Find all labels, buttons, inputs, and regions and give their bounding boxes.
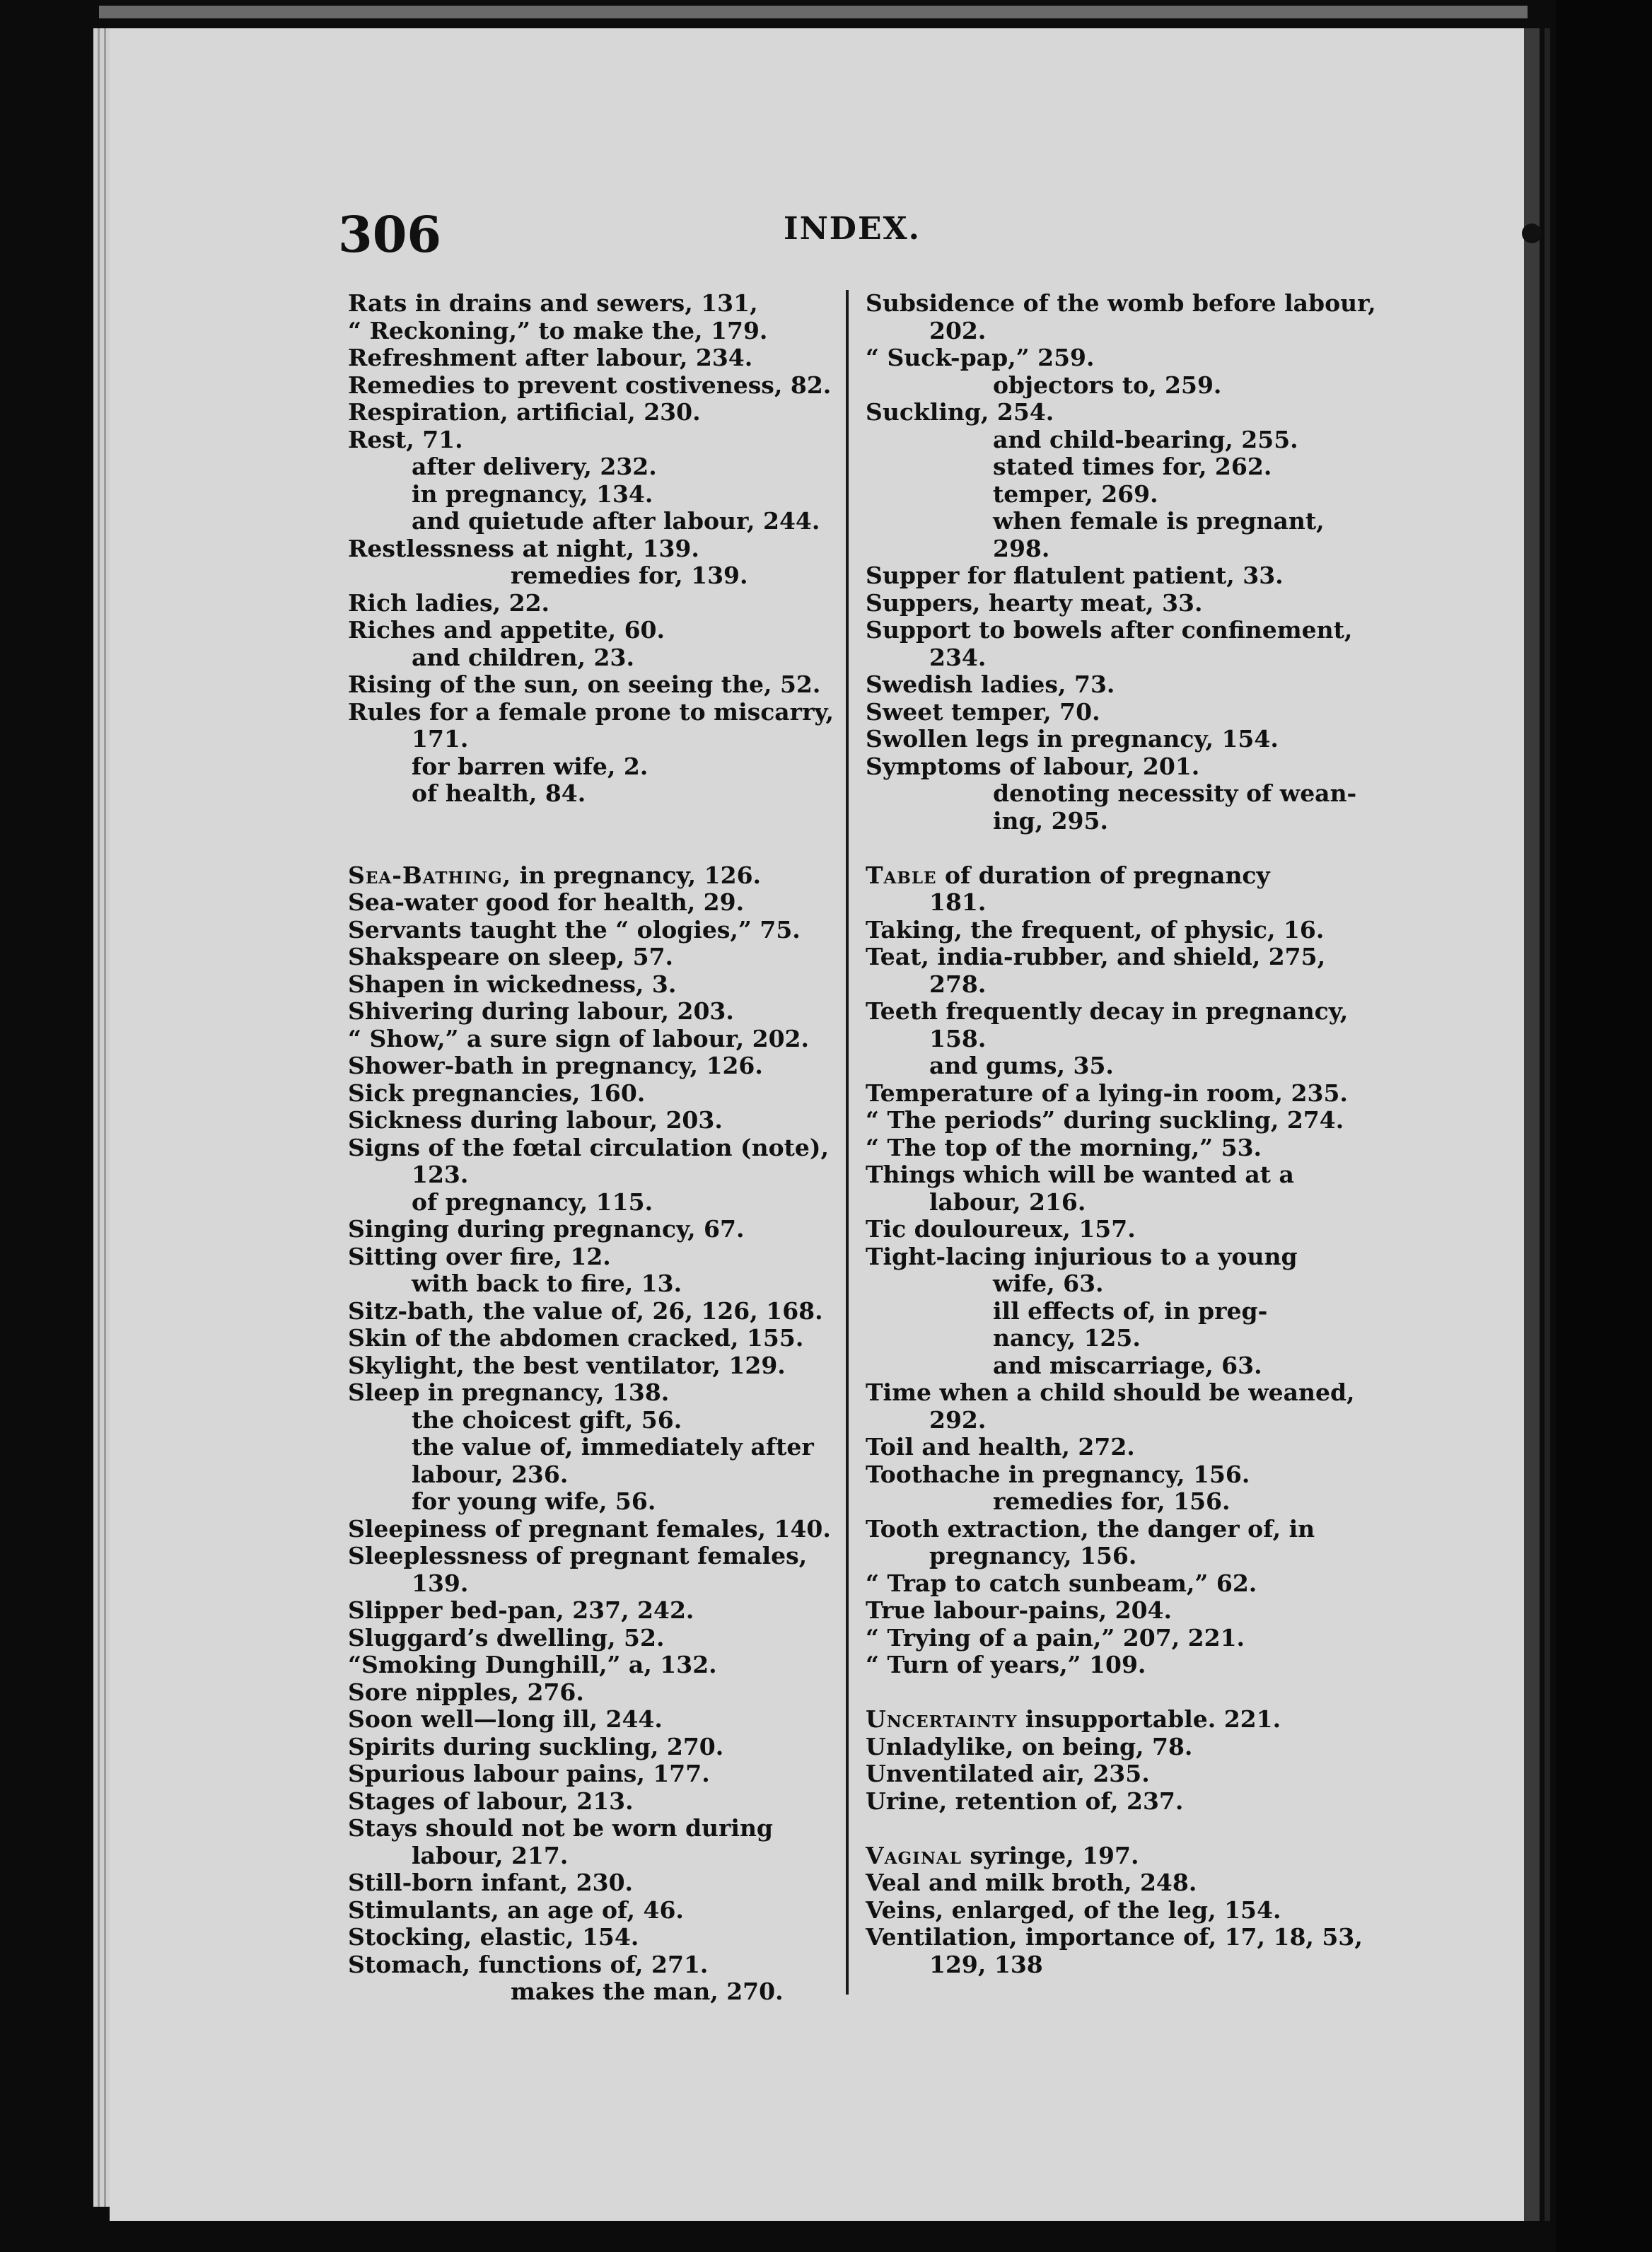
index-entry-text: Rats in drains and sewers, 131, <box>348 289 758 317</box>
index-entry <box>348 671 871 699</box>
index-entry-text: Sluggard’s dwelling, 52. <box>348 1623 665 1652</box>
index-entry-text: Toil and health, 272. <box>866 1433 1135 1461</box>
index-entry-text: Respiration, artificial, 230. <box>348 398 701 426</box>
index-entry-text: 202. <box>929 316 987 344</box>
index-entry <box>866 1216 1389 1243</box>
index-column-right <box>866 290 1389 1978</box>
index-entry <box>348 944 871 971</box>
binding-mark <box>1522 224 1542 243</box>
index-entry <box>348 399 871 426</box>
index-entry <box>348 318 871 345</box>
index-entry <box>348 508 871 535</box>
index-entry-text: Sleeplessness of pregnant females, <box>348 1542 808 1569</box>
index-entry <box>866 971 1389 999</box>
scan-background <box>1556 0 1652 2252</box>
index-entry-text: in pregnancy, 126. <box>511 861 762 889</box>
index-entry <box>866 1026 1389 1053</box>
index-entry-text: Tight-lacing injurious to a young <box>866 1242 1298 1270</box>
index-entry-text: labour, 216. <box>929 1188 1086 1216</box>
index-entry <box>348 590 871 617</box>
index-entry <box>348 1107 871 1134</box>
index-entry-text: Suppers, hearty meat, 33. <box>866 588 1203 617</box>
index-entry-text: Rules for a female prone to miscarry, <box>348 697 834 726</box>
index-entry <box>866 699 1389 726</box>
index-entry-text: Tooth extraction, the danger of, in <box>866 1514 1315 1543</box>
index-entry <box>866 426 1389 454</box>
index-entry-text: Sea-water good for health, 29. <box>348 888 745 916</box>
index-entry <box>866 1815 1389 1842</box>
index-entry <box>866 671 1389 699</box>
index-entry <box>866 1325 1389 1352</box>
index-entry <box>866 1352 1389 1380</box>
index-entry-text: and gums, 35. <box>929 1052 1114 1079</box>
index-entry-text: Urine, retention of, 237. <box>866 1787 1184 1815</box>
index-entry <box>348 1189 871 1217</box>
index-entry <box>348 998 871 1026</box>
index-entry-text: when female is pregnant, <box>993 507 1325 535</box>
index-entry <box>348 808 871 835</box>
index-entry <box>866 998 1389 1026</box>
index-entry-text: and quietude after labour, 244. <box>412 507 820 535</box>
index-entry <box>866 1298 1389 1325</box>
index-entry-text: for barren wife, 2. <box>412 752 648 780</box>
index-entry <box>348 1788 871 1816</box>
index-entry <box>348 1516 871 1543</box>
index-entry-text: 129, 138 <box>929 1950 1043 1978</box>
index-entry-text: Swedish ladies, 73. <box>866 671 1115 698</box>
index-entry-text: stated times for, 262. <box>993 453 1272 480</box>
page-number: 306 <box>338 205 442 264</box>
index-entry-text: Restlessness at night, 139. <box>348 534 699 562</box>
index-letter-head: Uncertainty <box>866 1705 1018 1733</box>
index-entry-text: in pregnancy, 134. <box>412 480 653 508</box>
index-entry-text: Slipper bed-pan, 237, 242. <box>348 1596 694 1624</box>
index-entry-text: and children, 23. <box>412 643 634 671</box>
index-entry <box>866 508 1389 535</box>
index-entry <box>866 1760 1389 1788</box>
index-entry-text: makes the man, 270. <box>511 1978 784 2005</box>
index-entry <box>348 426 871 454</box>
index-entry-text: insupportable. 221. <box>1017 1705 1281 1733</box>
index-entry-text: Time when a child should be weaned, <box>866 1379 1355 1406</box>
index-entry-text: Refreshment after labour, 234. <box>348 344 753 371</box>
index-entry-text: 123. <box>412 1161 469 1188</box>
index-entry-text: labour, 236. <box>412 1460 569 1488</box>
index-entry <box>348 1325 871 1352</box>
index-entry <box>348 481 871 509</box>
index-entry <box>866 372 1389 400</box>
page-gutter <box>1524 28 1540 2221</box>
index-entry-text: pregnancy, 156. <box>929 1542 1137 1569</box>
index-entry <box>866 399 1389 426</box>
index-entry <box>866 344 1389 372</box>
index-entry <box>348 1352 871 1380</box>
index-entry-text: “ Show,” a sure sign of labour, 202. <box>348 1024 809 1052</box>
index-entry <box>866 944 1389 971</box>
index-entry <box>348 1080 871 1108</box>
index-entry-text: “Smoking Dunghill,” a, 132. <box>348 1651 717 1678</box>
index-entry-text: remedies for, 139. <box>511 562 748 589</box>
index-entry <box>866 1080 1389 1108</box>
index-entry-text: temper, 269. <box>993 480 1158 508</box>
index-entry-text: Teeth frequently decay in pregnancy, <box>866 997 1349 1025</box>
index-entry-text: Sickness during labour, 203. <box>348 1106 723 1134</box>
index-entry <box>348 1026 871 1053</box>
column-rule <box>846 290 849 1995</box>
index-entry <box>866 1842 1389 1870</box>
index-entry <box>866 1951 1389 1979</box>
index-entry <box>348 971 871 999</box>
index-entry-text: “ Turn of years,” 109. <box>866 1651 1146 1678</box>
index-entry <box>866 1516 1389 1543</box>
index-entry-text: Support to bowels after confinement, <box>866 616 1353 644</box>
index-letter-head: Table <box>866 861 937 889</box>
index-entry-text: Singing during pregnancy, 67. <box>348 1215 745 1243</box>
index-entry <box>348 1869 871 1897</box>
index-entry-text: Sweet temper, 70. <box>866 697 1100 726</box>
index-entry-text: denoting necessity of wean- <box>993 779 1357 807</box>
index-entry-text: of duration of pregnancy <box>936 861 1270 889</box>
index-entry-text: Tic douloureux, 157. <box>866 1215 1136 1243</box>
index-entry <box>348 1951 871 1979</box>
index-entry <box>348 372 871 400</box>
index-entry <box>866 535 1389 563</box>
index-entry <box>348 1161 871 1189</box>
index-entry-text: Sick pregnancies, 160. <box>348 1079 646 1107</box>
binding-line <box>1545 28 1550 2221</box>
index-entry <box>348 1978 871 2006</box>
index-entry-text: Unladylike, on being, 78. <box>866 1732 1193 1760</box>
index-entry-text: Symptoms of labour, 201. <box>866 752 1200 780</box>
index-entry <box>866 835 1389 862</box>
index-entry-text: Rising of the sun, on seeing the, 52. <box>348 671 821 698</box>
index-entry-text: Things which will be wanted at a <box>866 1161 1294 1188</box>
index-entry <box>866 1379 1389 1407</box>
index-entry <box>348 1570 871 1598</box>
index-entry <box>866 726 1389 753</box>
index-entry <box>348 917 871 944</box>
index-entry-text: remedies for, 156. <box>993 1487 1231 1515</box>
index-entry <box>348 726 871 753</box>
running-head: INDEX. <box>784 211 921 247</box>
index-entry-text: 171. <box>412 725 469 753</box>
index-entry <box>866 1434 1389 1461</box>
index-entry <box>348 562 871 590</box>
index-entry-text: ing, 295. <box>993 806 1108 835</box>
index-entry <box>866 617 1389 644</box>
index-entry-text: Shapen in wickedness, 3. <box>348 970 677 998</box>
index-entry <box>348 1379 871 1407</box>
index-entry <box>866 1543 1389 1570</box>
index-entry-text: Stages of labour, 213. <box>348 1787 634 1815</box>
index-entry <box>866 1570 1389 1598</box>
index-entry <box>348 1597 871 1625</box>
index-entry-text: Spurious labour pains, 177. <box>348 1760 710 1787</box>
index-entry-text: for young wife, 56. <box>412 1487 656 1515</box>
index-entry-text: “ Reckoning,” to make the, 179. <box>348 316 768 344</box>
index-entry <box>348 1625 871 1652</box>
index-entry-text: “ The periods” during suckling, 274. <box>866 1106 1344 1134</box>
index-entry <box>866 889 1389 917</box>
index-entry <box>348 1924 871 1951</box>
index-entry-text: Soon well—long ill, 244. <box>348 1705 663 1733</box>
index-entry-text: Sitting over fire, 12. <box>348 1242 611 1270</box>
index-entry <box>348 1815 871 1842</box>
index-entry <box>348 1842 871 1870</box>
index-entry <box>866 453 1389 481</box>
index-entry-text: “ Suck-pap,” 259. <box>866 344 1095 371</box>
index-entry <box>348 1461 871 1489</box>
index-entry-text: Suckling, 254. <box>866 398 1054 426</box>
index-entry <box>866 753 1389 781</box>
index-entry <box>866 562 1389 590</box>
index-entry-text: after delivery, 232. <box>412 453 657 480</box>
index-entry <box>348 1652 871 1679</box>
index-entry <box>866 1461 1389 1489</box>
index-entry-text: Sitz-bath, the value of, 26, 126, 168. <box>348 1296 823 1325</box>
index-entry <box>348 699 871 726</box>
index-entry-text: Sleepiness of pregnant females, 140. <box>348 1514 831 1543</box>
index-entry-text: Shower-bath in pregnancy, 126. <box>348 1052 763 1079</box>
index-entry-text: Taking, the frequent, of physic, 16. <box>866 915 1325 944</box>
index-entry-text: Veins, enlarged, of the leg, 154. <box>866 1896 1281 1924</box>
index-entry-text: 139. <box>412 1569 469 1597</box>
index-entry <box>866 1652 1389 1679</box>
index-entry <box>866 1189 1389 1217</box>
index-entry-text: 292. <box>929 1405 987 1434</box>
index-entry-text: Sleep in pregnancy, 138. <box>348 1379 670 1406</box>
index-entry-text: Temperature of a lying-in room, 235. <box>866 1079 1348 1107</box>
index-entry <box>866 1679 1389 1707</box>
scan-border <box>99 6 1528 18</box>
index-entry <box>866 318 1389 345</box>
index-entry-text: Supper for flatulent patient, 33. <box>866 562 1284 589</box>
index-entry-text: Still-born infant, 230. <box>348 1869 634 1896</box>
index-entry <box>866 590 1389 617</box>
index-entry-text: Skylight, the best ventilator, 129. <box>348 1351 786 1379</box>
index-entry <box>866 808 1389 835</box>
index-entry-text: Unventilated air, 235. <box>866 1760 1150 1787</box>
index-entry-text: Stimulants, an age of, 46. <box>348 1896 684 1924</box>
index-entry <box>348 644 871 672</box>
index-entry-text: Sore nipples, 276. <box>348 1678 584 1706</box>
index-entry <box>348 835 871 862</box>
index-entry <box>348 1407 871 1434</box>
index-entry-text: Servants taught the “ ologies,” 75. <box>348 915 801 944</box>
index-entry <box>866 917 1389 944</box>
index-entry-text: Shakspeare on sleep, 57. <box>348 943 674 970</box>
index-entry-text: 298. <box>993 534 1050 562</box>
index-entry-text: True labour-pains, 204. <box>866 1596 1173 1624</box>
index-entry-text: Ventilation, importance of, 17, 18, 53, <box>866 1923 1363 1951</box>
index-entry <box>348 1897 871 1925</box>
index-entry-text: syringe, 197. <box>961 1841 1139 1869</box>
index-entry-text: 234. <box>929 643 987 671</box>
index-entry <box>348 753 871 781</box>
index-entry <box>866 1706 1389 1734</box>
index-column-left <box>348 290 871 2006</box>
index-entry-text: “ Trying of a pain,” 207, 221. <box>866 1623 1245 1652</box>
index-entry <box>348 1134 871 1162</box>
index-entry-text: Toothache in pregnancy, 156. <box>866 1460 1250 1488</box>
index-entry-text: Signs of the fœtal circulation (note), <box>348 1133 829 1161</box>
index-entry <box>348 780 871 808</box>
index-entry <box>348 862 871 890</box>
index-entry-text: labour, 217. <box>412 1841 569 1869</box>
index-entry-text: Remedies to prevent costiveness, 82. <box>348 371 832 399</box>
index-entry <box>348 1243 871 1271</box>
index-entry <box>348 1298 871 1325</box>
index-entry <box>866 1597 1389 1625</box>
index-entry <box>866 1134 1389 1162</box>
index-entry-text: Veal and milk broth, 248. <box>866 1869 1197 1896</box>
index-entry-text: “ Trap to catch sunbeam,” 62. <box>866 1569 1257 1597</box>
index-entry <box>348 290 871 318</box>
index-entry <box>348 1488 871 1516</box>
index-entry-text: of pregnancy, 115. <box>412 1188 653 1216</box>
index-entry-text: Spirits during suckling, 270. <box>348 1732 724 1760</box>
index-entry <box>348 1543 871 1570</box>
index-entry <box>348 1052 871 1080</box>
index-entry-text: the choicest gift, 56. <box>412 1405 682 1434</box>
index-entry <box>866 644 1389 672</box>
index-entry <box>866 290 1389 318</box>
index-entry <box>348 1760 871 1788</box>
index-entry <box>866 1488 1389 1516</box>
index-entry <box>866 1924 1389 1951</box>
index-entry <box>348 1270 871 1298</box>
index-entry <box>348 344 871 372</box>
index-entry-text: Rest, 71. <box>348 425 463 453</box>
index-entry <box>866 1788 1389 1816</box>
index-entry <box>348 535 871 563</box>
index-entry-text: with back to fire, 13. <box>412 1270 682 1297</box>
index-entry-text: Rich ladies, 22. <box>348 588 550 617</box>
index-entry <box>866 1052 1389 1080</box>
index-entry-text: of health, 84. <box>412 779 586 807</box>
index-entry-text: “ The top of the morning,” 53. <box>866 1133 1262 1161</box>
index-entry <box>866 1243 1389 1271</box>
index-entry <box>348 453 871 481</box>
index-entry <box>348 1706 871 1734</box>
index-entry-text: and miscarriage, 63. <box>993 1351 1262 1379</box>
index-entry-text: Riches and appetite, 60. <box>348 616 665 644</box>
index-entry-text: Stays should not be worn during <box>348 1814 774 1842</box>
index-entry-text: Teat, india-rubber, and shield, 275, <box>866 943 1326 970</box>
index-entry-text: ill effects of, in preg- <box>993 1296 1268 1325</box>
index-entry <box>348 1434 871 1461</box>
index-letter-head: Vaginal <box>866 1841 962 1869</box>
index-entry-text: 278. <box>929 970 987 998</box>
index-entry <box>866 1897 1389 1925</box>
index-letter-head: Sea-Bathing, <box>348 861 512 889</box>
index-entry <box>348 1216 871 1243</box>
index-entry-text: objectors to, 259. <box>993 371 1222 399</box>
index-entry <box>866 1270 1389 1298</box>
index-entry-text: the value of, immediately after <box>412 1433 814 1461</box>
index-entry <box>348 889 871 917</box>
index-entry-text: nancy, 125. <box>993 1324 1141 1352</box>
index-entry-text: 181. <box>929 888 987 916</box>
index-entry-text: and child-bearing, 255. <box>993 425 1298 453</box>
index-entry-text: Swollen legs in pregnancy, 154. <box>866 725 1279 753</box>
index-entry-text: Skin of the abdomen cracked, 155. <box>348 1324 804 1352</box>
index-entry <box>866 1625 1389 1652</box>
index-entry-text: Shivering during labour, 203. <box>348 997 734 1025</box>
index-entry <box>348 617 871 644</box>
index-entry-text: Stocking, elastic, 154. <box>348 1923 639 1951</box>
index-entry <box>866 1869 1389 1897</box>
index-entry <box>866 1734 1389 1761</box>
index-entry <box>866 780 1389 808</box>
index-entry-text: Stomach, functions of, 271. <box>348 1950 709 1978</box>
index-entry-text: 158. <box>929 1024 987 1052</box>
index-entry-text: Subsidence of the womb before labour, <box>866 289 1376 317</box>
index-entry <box>866 862 1389 890</box>
index-entry <box>866 481 1389 509</box>
index-entry <box>348 1734 871 1761</box>
index-entry <box>866 1161 1389 1189</box>
index-entry-text: wife, 63. <box>993 1270 1104 1297</box>
index-entry <box>866 1407 1389 1434</box>
index-entry <box>866 1107 1389 1134</box>
index-entry <box>348 1679 871 1707</box>
